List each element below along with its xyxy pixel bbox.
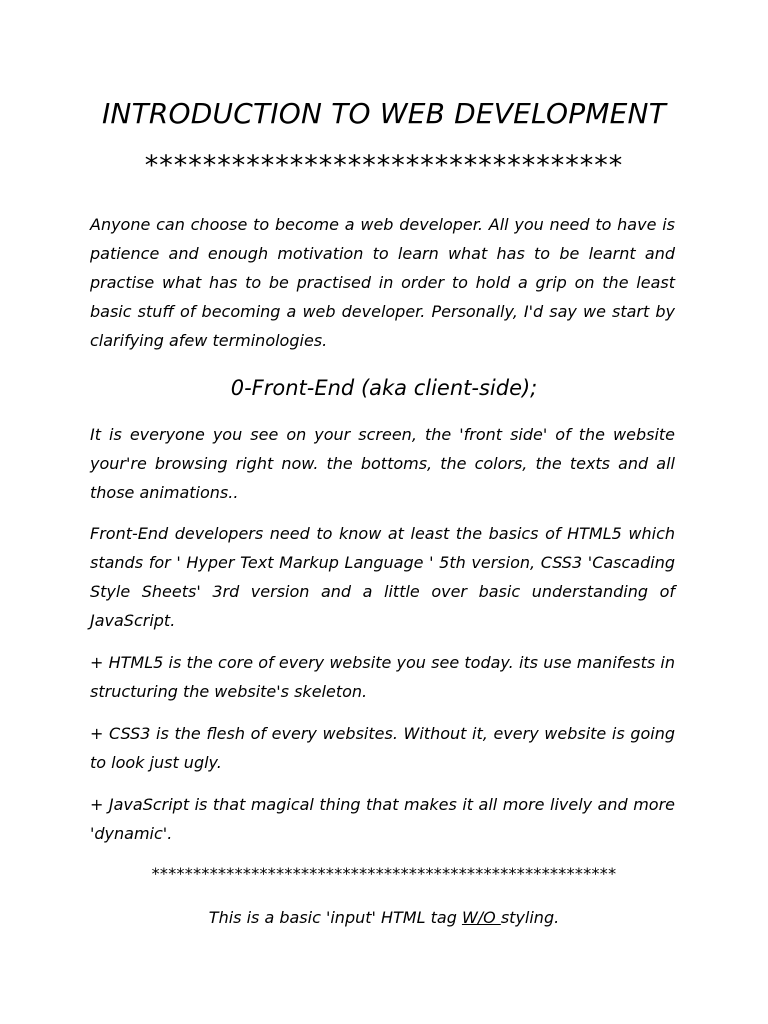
intro-paragraph: Anyone can choose to become a web developer. All you need to have is patience and enough motivation to learn what has to be learnt and practise what has to be practised in order to hold a grip on the least basic stuff of becoming a web developer. Personally, I'd say we start by clarifying afew terminologies. (90, 215, 675, 350)
closing-text-end: styling. (500, 908, 560, 927)
paragraph-front-end-skills: Front-End developers need to know at least the basics of HTML5 which stands for ' Hyper Text Markup Language ' 5th version, CSS3 'Cascading Style Sheets' 3rd version and a little over basic understanding of JavaScript. (90, 524, 675, 630)
closing-underlined-text: W/O (461, 908, 501, 927)
paragraph-html5: + HTML5 is the core of every website you see today. its use manifests in structuring the website's skeleton. (90, 653, 675, 701)
closing-line (0, 904, 768, 932)
paragraph-front-end-definition: It is everyone you see on your screen, the 'front side' of the website your're browsing right now. the bottoms, the colors, the texts and all those animations.. (90, 425, 675, 502)
paragraph-css3: + CSS3 is the flesh of every websites. Without it, every website is going to look just ugly. (90, 724, 675, 772)
top-divider: ********************************* (144, 150, 624, 181)
document-title: INTRODUCTION TO WEB DEVELOPMENT (101, 97, 667, 130)
section-heading: 0-Front-End (aka client-side); (230, 376, 538, 400)
paragraph-javascript: + JavaScript is that magical thing that makes it all more lively and more 'dynamic'. (90, 795, 675, 843)
closing-text-start: This is a basic 'input' HTML tag (208, 908, 462, 927)
bottom-divider: ******************************************************** (151, 864, 617, 883)
